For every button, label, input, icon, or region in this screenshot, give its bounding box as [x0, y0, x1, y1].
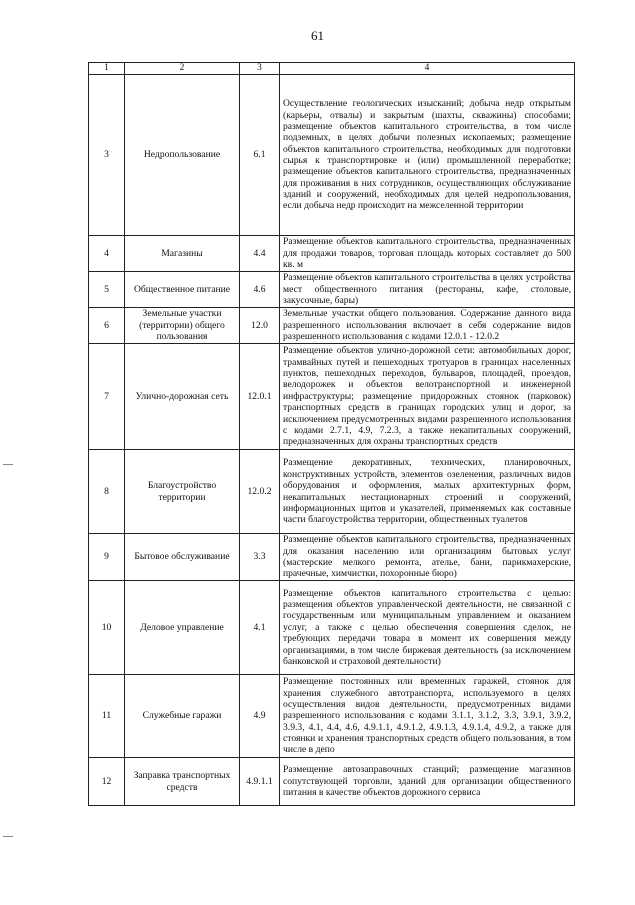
row-number-cell: 7 — [89, 344, 125, 450]
use-name-cell: Земельные участки (территории) общего пользования — [125, 308, 240, 344]
use-description-cell: Размещение объектов капитального строительства в целях устройства мест общественного питания (рестораны, кафе, столовые, закусочные, бары) — [280, 272, 575, 308]
table-row — [89, 675, 575, 758]
use-description-cell: Размещение объектов улично-дорожной сети: автомобильных дорог, трамвайных путей и пешеходных тротуаров в границах населенных пунктов, пешеходных переходов, бульваров, площадей, проездов, велодорожек и объектов велотранспортной и инженерной инфраструктуры; размещение придорожных стоянок (парковок) транспортных средств в границах городских улиц и дорог, за исключением предусмотренных видами разрешенного использования с кодами 2.7.1, 4.9, 7.2.3, а также некапитальных сооружений, предназначенных для охраны транспортных средств — [280, 344, 575, 450]
use-name-cell: Благоустройство территории — [125, 450, 240, 534]
use-description-cell: Размещение объектов капитального строительства, предназначенных для оказания населению или организациям бытовых услуг (мастерские мелкого ремонта, ателье, бани, парикмахерские, прачечные, химчистки, похоронные бюро) — [280, 534, 575, 581]
use-description-cell: Размещение декоративных, технических, планировочных, конструктивных устройств, элементов озеленения, различных видов оборудования и оформления, малых архитектурных форм, некапитальных нестационарных строений и сооружений, информационных щитов и указателей, применяемых как составные части благоустройства территории, общественных туалетов — [280, 450, 575, 534]
use-code-cell: 4.6 — [240, 272, 280, 308]
use-code-cell: 4.1 — [240, 581, 280, 675]
row-number-cell: 8 — [89, 450, 125, 534]
table-row — [89, 758, 575, 806]
row-number-cell: 5 — [89, 272, 125, 308]
row-number-cell: 12 — [89, 758, 125, 806]
use-description-cell: Размещение автозаправочных станций; размещение магазинов сопутствующей торговли, зданий для организации общественного питания в качестве объектов дорожного сервиса — [280, 758, 575, 806]
row-number-cell: 3 — [89, 75, 125, 236]
use-code-cell: 3.3 — [240, 534, 280, 581]
table-row — [89, 581, 575, 675]
table-row — [89, 75, 575, 236]
use-name-cell: Улично-дорожная сеть — [125, 344, 240, 450]
use-description-cell: Размещение объектов капитального строительства с целью: размещения объектов управленческой деятельности, не связанной с государственным или муниципальным управлением и оказанием услуг, а также с целью обеспечения совершения сделок, не требующих передачи товара в момент их совершения между организациями, в том числе биржевая деятельность (за исключением банковской и страховой деятельности) — [280, 581, 575, 675]
use-code-cell: 4.4 — [240, 236, 280, 272]
use-code-cell: 4.9 — [240, 675, 280, 758]
use-name-cell: Бытовое обслуживание — [125, 534, 240, 581]
use-code-cell: 4.9.1.1 — [240, 758, 280, 806]
use-description-cell: Земельные участки общего пользования. Содержание данного вида разрешенного использования включает в себя содержание видов разрешенного использования с кодами 12.0.1 - 12.0.2 — [280, 308, 575, 344]
header-cell: 2 — [125, 63, 240, 75]
permitted-use-table — [88, 62, 575, 806]
use-name-cell: Деловое управление — [125, 581, 240, 675]
row-number-cell: 4 — [89, 236, 125, 272]
table-row — [89, 450, 575, 534]
row-number-cell: 11 — [89, 675, 125, 758]
use-code-cell: 12.0.2 — [240, 450, 280, 534]
use-description-cell: Размещение постоянных или временных гаражей, стоянок для хранения служебного автотранспорта, используемого в целях осуществления видов деятельности, предусмотренных видами разрешенного использования с кодами 3.1.1, 3.1.2, 3.3, 3.9.1, 3.9.2, 3.9.3, 4.1, 4.4, 4.6, 4.9.1.1, 4.9.1.2, 4.9.1.3, 4.9.1.4, 4.9.2, а также для стоянки и хранения транспортных средств общего пользования, в том числе в депо — [280, 675, 575, 758]
margin-mark — [3, 464, 13, 465]
table-row — [89, 344, 575, 450]
table-row — [89, 236, 575, 272]
use-description-cell: Осуществление геологических изысканий; добыча недр открытым (карьеры, отвалы) и закрытым (шахты, скважины) способами; размещение объектов капитального строительства, в том числе подземных, в целях добычи полезных ископаемых; размещение объектов капитального строительства, необходимых для подготовки сырья к транспортировке и (или) промышленной переработке; размещение объектов капитального строительства, предназначенных для проживания в них сотрудников, осуществляющих обслуживание зданий и сооружений, необходимых для целей недропользования, если добыча недр происходит на межселенной территории — [280, 75, 575, 236]
use-code-cell: 12.0.1 — [240, 344, 280, 450]
header-cell: 4 — [280, 63, 575, 75]
page-number: 61 — [311, 28, 324, 43]
use-name-cell: Служебные гаражи — [125, 675, 240, 758]
table-row — [89, 308, 575, 344]
row-number-cell: 9 — [89, 534, 125, 581]
use-name-cell: Недропользование — [125, 75, 240, 236]
use-code-cell: 6.1 — [240, 75, 280, 236]
margin-mark — [3, 836, 13, 837]
header-cell: 3 — [240, 63, 280, 75]
use-name-cell: Заправка транспортных средств — [125, 758, 240, 806]
use-name-cell: Общественное питание — [125, 272, 240, 308]
table-header-row — [89, 63, 575, 75]
row-number-cell: 10 — [89, 581, 125, 675]
use-name-cell: Магазины — [125, 236, 240, 272]
header-cell: 1 — [89, 63, 125, 75]
table-row — [89, 272, 575, 308]
table-row — [89, 534, 575, 581]
use-code-cell: 12.0 — [240, 308, 280, 344]
use-description-cell: Размещение объектов капитального строительства, предназначенных для продажи товаров, торговая площадь которых составляет до 500 кв. м — [280, 236, 575, 272]
row-number-cell: 6 — [89, 308, 125, 344]
